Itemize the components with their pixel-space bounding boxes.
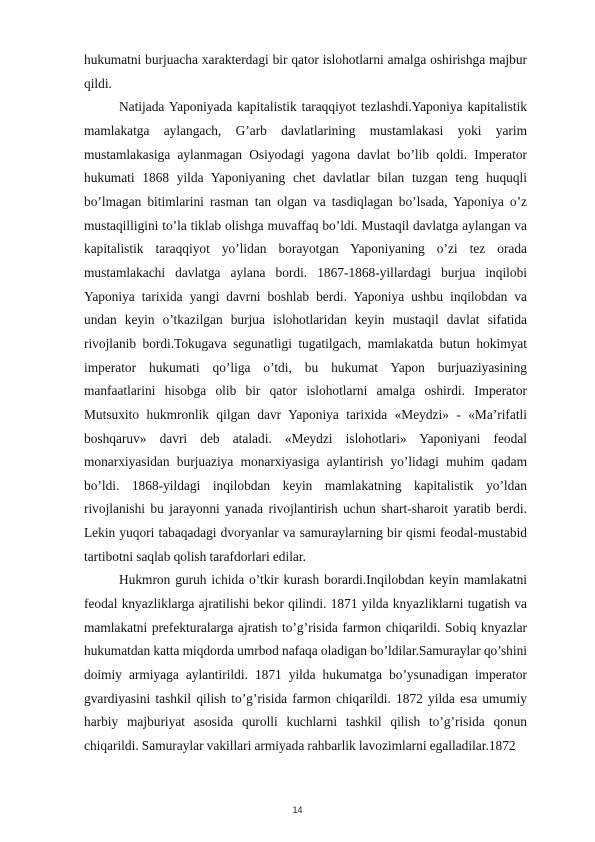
paragraph-hukmron-guruh: Hukmron guruh ichida o’tkir kurash borardi.Inqilobdan keyin mamlakatni feodal knyazliklarga ajratilishi bekor qilindi. 1871 yilda knyazliklarni tugatish va mamlakatni prefekturalarga ajratish to’g’risida farmon chiqarildi. Sobiq knyazlar hukumatdan katta miqdorda umrbod nafaqa oladigan bo’ldilar.Samuraylar qo’shini doimiy armiyaga aylantirildi. 1871 yilda hukumatga bo’ysunadigan imperator gvardiyasini tashkil qilish to’g’risida farmon chiqarildi. 1872 yilda esa umumiy harbiy majburiyat asosida qurolli kuchlarni tashkil qilish to’g’risida qonun chiqarildi. Samuraylar vakillari armiyada rahbarlik lavozimlarni egalladilar.1872 [84, 572, 527, 754]
document-page [84, 48, 527, 758]
page-number: 14 [292, 805, 303, 815]
paragraph-kapitalistik-taraqqiyot: Natijada Yaponiyada kapitalistik taraqqiyot tezlashdi.Yaponiya kapitalistik mamlakatga aylangach, G’arb davlatlarining mustamlakasi yoki yarim mustamlakasiga aylanmagan Osiyodagi yagona davlat bo’lib qoldi. Imperator hukumati 1868 yilda Yaponiyaning chet davlatlar bilan tuzgan teng huquqli bo’lmagan bitimlarini rasman tan olgan va tasdiqlagan bo’lsada, Yaponiya o’z mustaqilligini to’la tiklab olishga muvaffaq bo’ldi. Mustaqil davlatga aylangan va kapitalistik taraqqiyot yo’lidan borayotgan Yaponiyaning o’zi tez orada mustamlakachi davlatga aylana bordi. 1867-1868-yillardagi burjua inqilobi Yaponiya tarixida yangi davrni boshlab berdi. Yaponiya ushbu inqilobdan va undan keyin o’tkazilgan burjua islohotlaridan keyin mustaqil davlat sifatida rivojlanib bordi.Tokugava segunatligi tugatilgach, mamlakatda butun hokimyat imperator hukumati qo’liga o’tdi, bu hukumat Yapon burjuaziyasining manfaatlarini hisobga olib bir qator islohotlarni amalga oshirdi. Imperator Mutsuxito hukmronlik qilgan davr Yaponiya tarixida «Meydzi» - «Ma’rifatli boshqaruv» davri deb ataladi. «Meydzi islohotlari» Yaponiyani feodal monarxiyasidan burjuaziya monarxiyasiga aylantirish yo’lidagi muhim qadam bo’ldi. 1868-yildagi inqilobdan keyin mamlakatning kapitalistik yo’ldan rivojlanishi bu jarayonni yanada rivojlantirish uchun shart-sharoit yaratib berdi. Lekin yuqori tabaqadagi dvoryanlar va samuraylarning bir qismi feodal-mustabid tartibotni saqlab qolish tarafdorlari edilar. [84, 99, 527, 564]
paragraph-continuation: hukumatni burjuacha xarakterdagi bir qator islohotlarni amalga oshirishga majbur qildi. [84, 52, 527, 91]
